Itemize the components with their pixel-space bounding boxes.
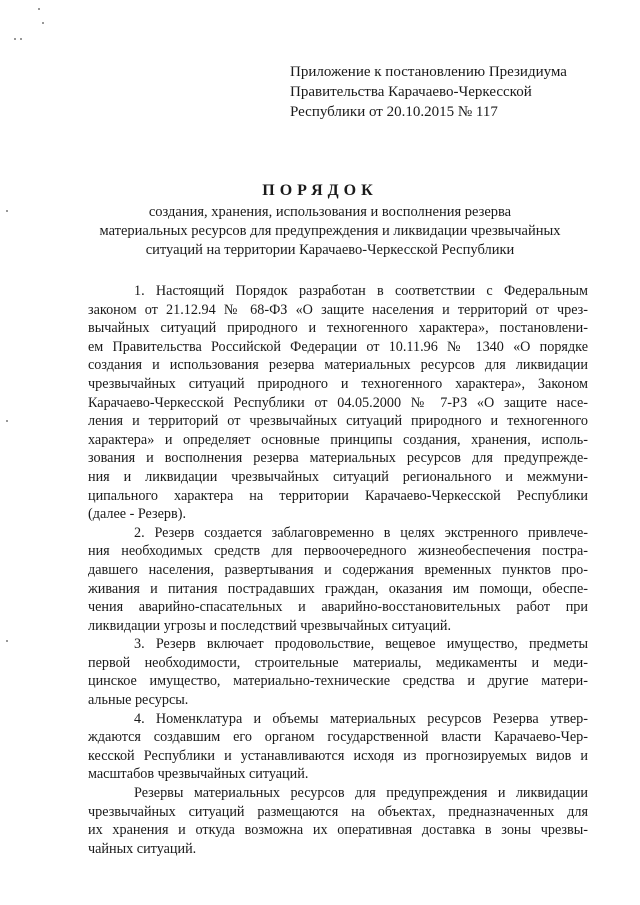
paragraph-line: их хранения и откуда возможна их оперативная доставка в зоны чрезвы- [88,822,588,839]
paragraph-line: первой необходимости, строительные материалы, медикаменты и меди- [88,654,588,671]
paragraph-line: вычайных ситуаций природного и техногенного характера», постановлени- [88,320,588,337]
paragraph-line: ждаются создавшим его органом государственной власти Карачаево-Чер- [88,729,588,746]
paragraph-line: ления и территорий от чрезвычайных ситуаций природного и техногенного [88,413,588,430]
document-title: ПОРЯДОК [262,182,378,199]
paragraph-5 [88,784,588,858]
paragraph-3 [88,635,588,709]
paragraph-4 [88,710,588,784]
scan-dot [6,420,8,422]
scan-dot [6,210,8,212]
paragraph-line: ципального характера на территории Карачаево-Черкесской Республики [88,487,588,504]
scan-margin-marks [6,0,46,905]
paragraph-line: ния необходимых средств для первоочередного жизнеобеспечения постра- [88,543,588,560]
paragraph-line: (далее - Резерв). [88,506,186,523]
appendix-line: Республики от 20.10.2015 № 117 [290,104,498,120]
document-subtitle [60,203,600,260]
scan-dot [20,38,22,40]
document-body [88,282,588,858]
paragraph-line: чайных ситуаций. [88,840,197,857]
paragraph-line: Карачаево-Черкесской Республики от 04.05.2000 № 7-РЗ «О защите насе- [88,394,588,411]
subtitle-line: создания, хранения, использования и восполнения резерва [148,204,512,220]
subtitle-line: материальных ресурсов для предупреждения и ликвидации чрезвычайных [99,223,561,239]
paragraph-line: чения аварийно-спасательных и аварийно-восстановительных работ при [88,599,588,616]
appendix-line: Приложение к постановлению Президиума [290,64,567,80]
paragraph-line: ликвидации угрозы и последствий чрезвычайных ситуаций. [88,617,452,634]
paragraph-line: Резервы материальных ресурсов для предупреждения и ликвидации [134,785,588,802]
paragraph-line: цинское имущество, материально-технические средства и другие матери- [88,673,588,690]
paragraph-line: живания и питания пострадавших граждан, оказания им помощи, обеспе- [88,580,588,597]
appendix-note [290,62,620,122]
subtitle-line: ситуаций на территории Карачаево-Черкесской Республики [145,242,515,258]
paragraph-line: давшего населения, развертывания и содержания временных пунктов про- [88,561,588,578]
paragraph-line: альные ресурсы. [88,692,189,709]
paragraph-line: ния и ликвидации чрезвычайных ситуаций регионального и межмуни- [88,468,588,485]
paragraph-line: чрезвычайных ситуаций природного и техногенного характера», Законом [88,375,588,392]
paragraph-line: 3. Резерв включает продовольствие, вещевое имущество, предметы [134,636,588,653]
paragraph-line: 2. Резерв создается заблаговременно в целях экстренного привлече- [134,524,588,541]
paragraph-line: ем Правительства Российской Федерации от 10.11.96 № 1340 «О порядке [88,338,588,355]
paragraph-line: 4. Номенклатура и объемы материальных ресурсов Резерва утвер- [134,710,588,727]
paragraph-line: кесской Республики и устанавливаются исходя из прогнозируемых видов и [88,747,588,764]
paragraph-line: 1. Настоящий Порядок разработан в соответствии с Федеральным [134,283,588,299]
paragraph-1 [88,282,588,524]
paragraph-line: законом от 21.12.94 № 68-ФЗ «О защите населения и территорий от чрез- [88,301,588,318]
paragraph-line: создания и использования резерва материальных ресурсов для ликвидации [88,357,588,374]
appendix-line: Правительства Карачаево-Черкесской [290,84,532,100]
paragraph-2 [88,524,588,636]
scan-dot [38,8,40,10]
scan-dot [42,22,44,24]
scan-dot [6,640,8,642]
paragraph-line: зования и восполнения резерва материальных ресурсов для предупрежде- [88,450,588,467]
paragraph-line: чрезвычайных ситуаций размещаются на объектах, предназначенных для [88,803,588,820]
paragraph-line: характера» и определяет основные принципы создания, хранения, исполь- [88,431,588,448]
paragraph-line: масштабов чрезвычайных ситуаций. [88,766,309,783]
scan-dot [14,38,16,40]
